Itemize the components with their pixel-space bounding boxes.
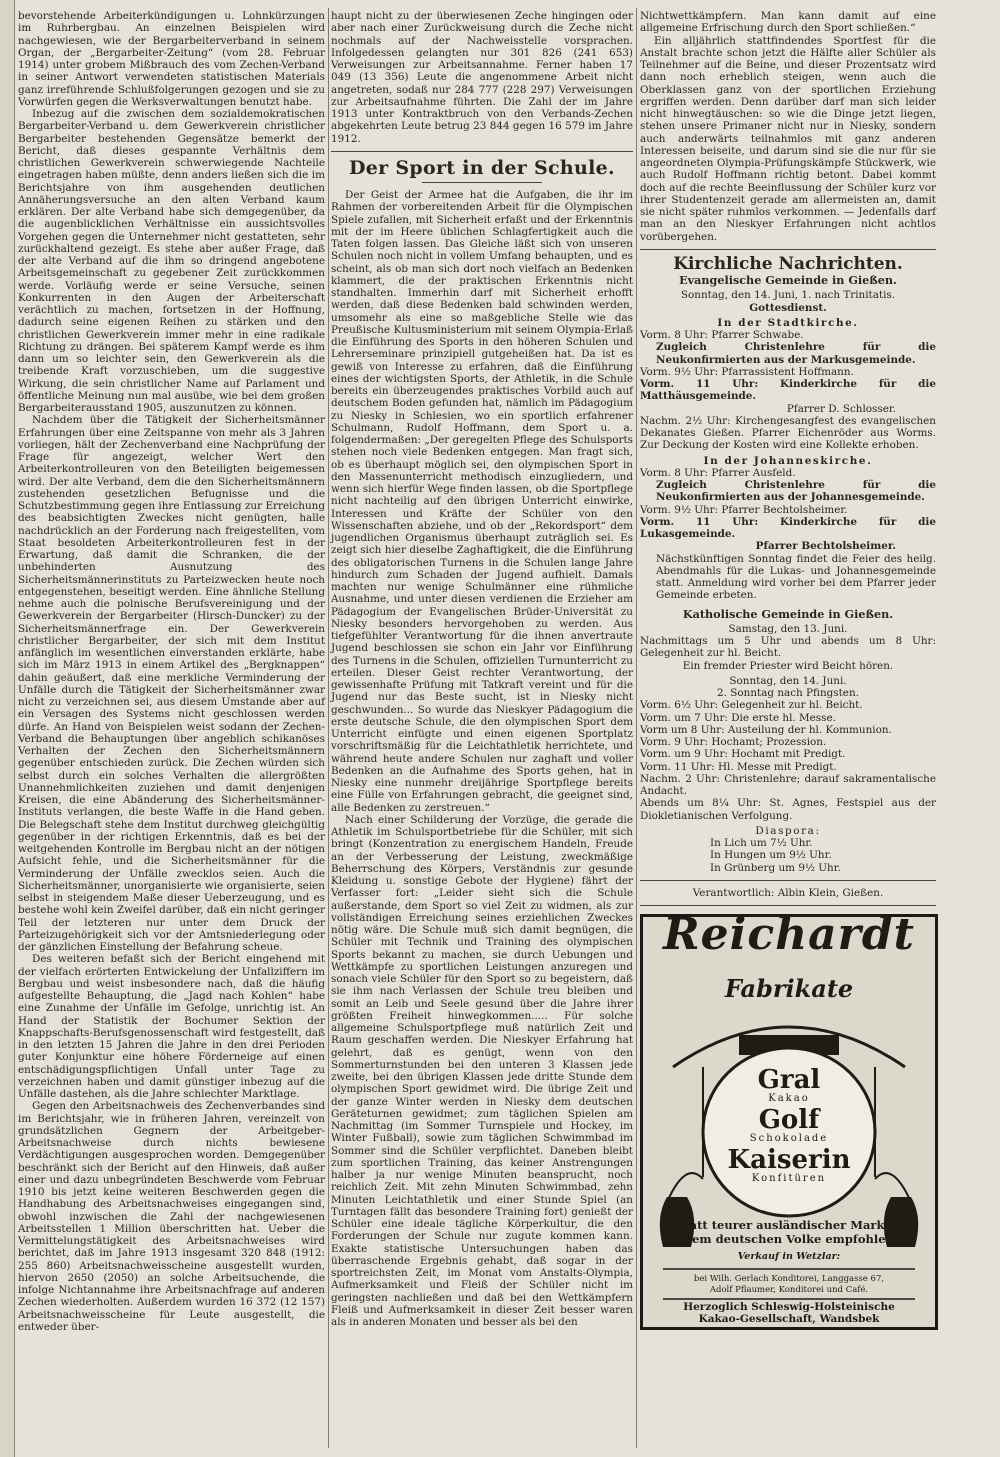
list-item: Nächstkünftigen Sonntag findet die Feier des heilg. Abendmahls für die Lukas- und Johannesgemeinde statt. Anmeldung wird vorher bei dem Pfarrer jeder Gemeinde erbeten.: [656, 552, 936, 602]
column-1: [18, 10, 325, 1333]
ad-product-3: Kaiserin: [727, 1145, 851, 1175]
ad-sale-line-1: bei Wilh. Gerlach Konditorei, Langgasse 67,: [693, 1274, 885, 1284]
list-item: Nachmittags um 5 Uhr und abends um 8 Uhr: Gelegenheit zur hl. Beicht.: [640, 635, 936, 660]
column-divider: [328, 8, 329, 1448]
page-binding-edge: [0, 0, 15, 1457]
column-3: [640, 10, 936, 1330]
list-item: Vorm. 11 Uhr: Kinderkirche für die Matthäusgemeinde.: [640, 378, 936, 403]
list-item: In Grünberg um 9½ Uhr.: [710, 861, 841, 874]
service-date: 2. Sonntag nach Pfingsten.: [717, 687, 859, 699]
list-item: In Hungen um 9½ Uhr.: [710, 849, 832, 862]
ad-product-3-sub: Konfitüren: [751, 1173, 827, 1184]
paragraph: haupt nicht zu der überwiesenen Zeche hingingen oder aber nach einer Zurückweisung durch die Zeche nicht nochmals auf der Nachweisstelle vorsprachen. Infolgedessen gelangten nur 301 826 (241 653) Verweisungen zur Arbeitsannahme. Ferner haben 17 049 (13 356) Leute die angenommene Arbeit nicht angetreten, sodaß nur 284 777 (228 297) Verweisungen zur Arbeitsaufnahme führten. Die Zahl der im Jahre 1913 unter Kontraktbruch von den Verbands-Zechen abgekehrten Leute betrug 23 844 gegen 16 579 im Jahre 1912.: [331, 10, 633, 145]
paragraph: Nichtwettkämpfern. Man kann damit auf eine allgemeine Erfrischung durch den Sport schließen.“: [640, 10, 936, 35]
list-item: Vorm. um 7 Uhr: Die erste hl. Messe.: [640, 711, 836, 724]
article-headline: Der Sport in der Schule.: [349, 156, 615, 179]
ad-company-line-1: Herzoglich Schleswig-Holsteinische: [683, 1301, 895, 1313]
service-date: Samstag, den 13. Juni.: [728, 622, 848, 635]
list-item: Vorm. 9 Uhr: Hochamt; Prozession.: [640, 736, 827, 748]
section-rule: [640, 905, 936, 906]
list-item: Vorm. 11 Uhr: Kinderkirche für die Lukasgemeinde.: [640, 515, 936, 540]
list-item: Vorm. 9½ Uhr: Pfarrer Bechtolsheimer.: [640, 503, 848, 516]
paragraph: Nachdem über die Tätigkeit der Sicherheitsmänner Erfahrungen über eine Zeitspanne von mehr als 3 Jahren vorliegen, hält der Zechenverband eine Nachprüfung der Frage für angezeigt, welcher Wert den Arbeiterkontrolleuren von den Beteiligten beigemessen wird. Der alte Verband, dem die den Sicherheitsmännern zustehenden gesetzlichen Befugnisse und die Schutzbestimmung gegen ihre Entlassung zur Erreichung des beabsichtigten Zweckes nicht genügten, halle nachdrücklich an der Forderung nach freigestellten, vom Staat besoldeten Arbeiterkontrolleuren fest in der Erwartung, daß damit die Schranken, die der unbehinderten Ausnutzung des Sicherheitsmännerinstituts zu Parteizwecken heute noch entgegenstehen, beseitigt werden. Eine ähnliche Stellung nehme auch die polnische Berufsvereinigung und der Gewerkverein der Bergarbeiter (Hirsch-Duncker) zu der Sicherheitsmännerfrage ein. Der Gewerkverein christlicher Bergarbeiter, der sich mit dem Institut anfänglich im wesentlichen einverstanden erklärte, habe sich im März 1913 in einem Artikel des „Bergknappen“ dahin geäußert, daß eine merkliche Verminderung der Unfälle durch die Tätigkeit der Sicherheitsmänner zwar nicht zu verzeichnen sei, aus diesem Umstande aber auf ein Versagen des Systems nicht geschlossen werden dürfe. An Hand von Beispielen weist sodann der Zechen-Verband die Behauptungen über angeblich schikanöses Verhalten der Zechen den Sicherheitsmännern gegenüber entschieden zurück. Die Zechen würden sich selbst durch ein solches Verhalten die allergrößten Unannehmlichkeiten zuziehen und damit denjenigen Kreisen, die eine Abänderung des Sicherheitsmänner-Instituts verlangen, die beste Waffe in die Hand geben. Die Belegschaft stehe dem Institut durchweg gleichgültig gegenüber in der richtigen Erkenntnis, daß es bei der weitgehenden Kontrolle im Bergbau nicht an der nötigen Aufsicht fehle, und die Sicherheitsmänner für die Verminderung der Unfälle zwecklos seien. Auch die Sicherheitsmänner, unorganisierte wie organisierte, seien selbst in steigendem Maße dieser Ueberzeugung, und es bestehe wohl kein Zweifel darüber, daß ein nicht geringer Teil der letzteren nur unter dem Druck der Parteizugehörigkeit sich vor der Amtsniederlegung oder der gänzlichen Einstellung der Befahrung scheue.: [18, 414, 325, 953]
list-item: Zugleich Christenlehre für die Neukonfirmierten aus der Markusgemeinde.: [656, 341, 936, 366]
ad-product-1-sub: Kakao: [768, 1093, 810, 1104]
service-date: Sonntag, den 14. Juni, 1. nach Trinitatis.: [680, 289, 896, 302]
column-2: [331, 10, 633, 1328]
ad-product-1: Gral: [757, 1065, 821, 1095]
section-rule: [640, 880, 936, 881]
section-rule: [640, 249, 936, 250]
church-johanneskirche: In der Johanneskirche.: [703, 454, 873, 467]
paragraph: Ein alljährlich stattfindendes Sportfest für die Anstalt brachte schon jetzt die Hälfte aller Schüler als Teilnehmer auf die Beine, und dieser Prozentsatz wird dann noch erheblich steigen, wenn auch die Oberklassen ganz von der sportlichen Erziehung ergriffen werden. Denn darüber darf man sich leider nicht hinwegtäuschen: so wie die Dinge jetzt liegen, stehen unsere Primaner nicht nur in Niesky, sondern auch anderwärts teilnahmlos mit ganz anderen Interessen beiseite, und darum sind sie die nur für sie angeordneten Olympia-Prüfungskämpfe Stückwerk, wie auch Rudolf Hoffmann richtig betont. Dabei kommt doch auf die rechte Beeinflussung der Schüler kurz vor ihrer Studentenzeit gerade am allermeisten an, damit sie nicht später ruhmlos verkommen. — Jedenfalls darf man an den Nieskyer Erfahrungen nicht achtlos vorübergehen.: [640, 34, 936, 243]
church-stadtkirche: In der Stadtkirche.: [717, 316, 859, 329]
list-item: Ein fremder Priester wird Beicht hören.: [682, 659, 894, 672]
service-label: Gottesdienst.: [749, 301, 827, 314]
list-item: Vorm. 9½ Uhr: Pfarrassistent Hoffmann.: [640, 365, 854, 378]
paragraph: Inbezug auf die zwischen dem sozialdemokratischen Bergarbeiter-Verband u. dem Gewerkverein christlicher Bergarbeiter bestehenden Gegensätze bemerkt der Bericht, daß dieses gespannte Verhältnis dem christlichen Gewerkverein schwerwiegende Nachteile eingetragen haben müßte, denn anders ließen sich die im Berichtsjahre von ihm ausgehenden deutlichen Annäherungsversuche an den alten Verband kaum erklären. Der alte Verband habe sich demgegenüber, da die augenblicklichen Verhältnisse ein aussichtsvolles Vorgehen gegen die Unternehmer nicht gestatteten, sehr zurückhaltend gezeigt. Es stehe aber außer Frage, daß der alte Verband auf die ihm so dringend angebotene Arbeitsgemeinschaft zu gegebener Zeit zurückkommen werde. Vorläufig werde er seine Versuche, seinen Konkurrenten in den Augen der Arbeiterschaft verächtlich zu machen, fortsetzen in der Hoffnung, dadurch seine eigenen Reihen zu stärken und den christlichen Gewerkverein immer mehr in eine radikale Richtung zu drängen. Bei späterem Kampf werde es ihm dann um so leichter sein, den Gewerkverein als die treibende Kraft vorzuschieben, um die suggestive Wirkung, die sein christlicher Name auf Parlament und öffentliche Meinung nun mal ausübe, wie bei dem großen Bergarbeiterausstand 1905, auszunutzen zu können.: [18, 108, 325, 414]
ad-slogan-line-1: statt teurer ausländischer Marken: [677, 1218, 901, 1232]
paragraph: Gegen den Arbeitsnachweis des Zechenverbandes sind im Berichtsjahr, wie in früheren Jahren, vereinzelt von grundsätzlichen Gegnern der Arbeitgeber-Arbeitsnachweise durch nichts bewiesene Verdächtigungen ausgesprochen worden. Demgegenüber beschränkt sich der Bericht auf den Hinweis, daß außer einer und dazu unbegründeten Beschwerde vom Februar 1910 bis jetzt keine weiteren Beschwerden gegen die Handhabung des Arbeitsnachweises eingegangen sind, obwohl inzwischen die Zahl der nachgewiesenen Arbeitsstellen 1 Million überschritten hat. Ueber die Vermittelungstätigkeit des Arbeitsnachweises wird berichtet, daß im Jahre 1913 insgesamt 320 848 (1912: 255 860) Arbeitsnachweisscheine ausgestellt wurden, hiervon 2650 (2050) an solche Arbeitsuchende, die infolge Nichtannahme ihre Arbeitsnachfrage auf anderen Zechen wiederholten. Außerdem wurden 16 372 (12 157) Arbeitsnachweisscheine für Leute ausgestellt, die entweder über-: [18, 1100, 325, 1333]
advertisement: [640, 909, 938, 1330]
ad-sale-title: Verkauf in Wetzlar:: [737, 1251, 841, 1262]
service-date: Sonntag, den 14. Juni.: [729, 674, 847, 687]
ad-subtitle: Fabrikate: [724, 974, 854, 1003]
list-item: Vorm. 8 Uhr: Pfarrer Ausfeld.: [640, 466, 796, 479]
evangelical-heading: Evangelische Gemeinde in Gießen.: [679, 273, 897, 287]
section-rule: [331, 151, 633, 152]
list-item: Vorm um 8 Uhr: Austeilung der hl. Kommunion.: [640, 723, 892, 736]
paragraph: Nach einer Schilderung der Vorzüge, die gerade die Athletik im Schulsportbetriebe für die Schüler, mit sich bringt (Konzentration zu energischem Handeln, Freude an der Verbesserung der Leistung, zweckmäßige Beherrschung des Körpers, Verständnis zur gesunde Kleidung u. sonstige Gebote der Hygiene) fährt der Verfasser fort: „Leider sieht sich die Schule außerstande, dem Sport so viel Zeit zu widmen, als zur vollständigen Erreichung seines erziehlichen Zweckes nötig wäre. Die Schule muß sich damit begnügen, die Schüler mit Technik und Training des olympischen Sports bekannt zu machen, sie durch Uebungen und Wettkämpfe zu sportlichen Leistungen anzuregen und sonach viele Schüler für den Sport so zu begeistern, daß sie ihm nach Verlassen der Schule treu bleiben und somit an Leib und Seele gesund über die Jahre ihrer größten Freiheit hinwegkommen..... Für solche allgemeine Schulsportpflege muß natürlich Zeit und Raum geschaffen werden. Die Nieskyer Erfahrung hat gelehrt, daß es genügt, wenn von den Sommerturnstunden bei den unteren 3 Klassen jede zweite, bei den übrigen Klassen jede dritte Stunde dem olympischen Sport gewidmet wird. Die übrige Zeit und der ganze Winter werden in Niesky dem deutschen Geräteturnen gewidmet; zum täglichen Spielen am Nachmittag (im Sommer Turnspiele und Hockey, im Winter Fußball), sowie zum täglichen Schwimmbad im Sommer sind die Schüler verpflichtet. Daneben bleibt zum sportlichen Training, das keiner Anstrengungen halber ja nur wenige Minuten beansprucht, noch reichlich Zeit. Mit zehn Minuten Schwimmbad, zehn Minuten Leichtathletik und einer Stunde Spiel (an Turntagen fällt das besondere Training fort) genießt der Schüler eine ideale tägliche Körperkultur, die den Forderungen der Schule nur zugute kommen kann. Exakte statistische Untersuchungen haben das überraschende Ergebnis gehabt, daß sogar in der sportreichsten Zeit, im Monat vom Anstalts-Olympia, Aufmerksamkeit und Fleiß der Schüler nicht im geringsten nachließen und daß bei den Wettkämpfern Fleiß und Aufmerksamkeit in dieser Zeit besser waren als in anderen Monaten und besser als bei den: [331, 813, 633, 1328]
paragraph: Des weiteren befaßt sich der Bericht eingehend mit der vielfach erörterten Entwickelung der Unfallziffern im Bergbau und weist insbesondere nach, daß die häufig aufgestellte Behauptung, die „Jagd nach Kohlen“ habe eine Zunahme der Unfälle im Gefolge, unrichtig ist. An Hand der Statistik der Bochumer Sektion der Knappschafts-Berufsgenossenschaft wird festgestellt, daß in den letzten 15 Jahren die Jahre in den drei Perioden guter Konjunktur eine höhere Förderneige auf einen entschädigungspflichtigen Unfall unter Tage zu verzeichnen haben und damit günstiger inbezug auf die Unfälle dastehen, als die Jahre schlechter Marktlage.: [18, 953, 325, 1100]
headline-rule: [422, 182, 543, 183]
ad-slogan-line-2: dem deutschen Volke empfohlen: [684, 1232, 894, 1246]
list-item: Vorm. um 9 Uhr: Hochamt mit Predigt.: [640, 748, 846, 761]
list-item: Pfarrer D. Schlosser.: [786, 402, 896, 415]
paragraph: Der Geist der Armee hat die Aufgaben, die ihr im Rahmen der vorbereitenden Arbeit für die Olympischen Spiele zufallen, mit Sicherheit erfaßt und der Erkenntnis mit der im Heere üblichen Schlagfertigkeit auch die Taten folgen lassen. Das Gleiche läßt sich von unseren Schulen noch nicht in vollem Umfang behaupten, und es scheint, als ob man sich dort noch vielfach an Bedenken klammert, die der praktischen Erkenntnis nicht standhalten. Immerhin darf mit Sicherheit erhofft werden, daß diese Bedenken bald schwinden werden, umsomehr als eine so maßgebliche Stelle wie das Preußische Kultusministerium mit seinem Olympia-Erlaß die Einführung des Sports in den höheren Schulen und Lehrerseminare prinzipiell gutgeheißen hat. Da ist es gewiß von Interesse zu erfahren, daß die Einführung eines der wichtigsten Sports, der Athletik, in die Schule bereits ein überzeugendes praktisches Vorbild auch auf deutschem Boden gefunden hat, nämlich im Pädagogium zu Niesky in Schlesien, wo ein sportlich erfahrener Schulmann, Rudolf Hoffmann, dem Sport u. a. folgendermaßen: „Der geregelten Pflege des Schulsports stehen noch viele Bedenken entgegen. Man fragt sich, ob es überhaupt möglich sei, den olympischen Sport in den Massenunterricht methodisch einzugliedern, und wenn sich hierfür Wege finden lassen, ob die Sportpflege nicht nachteilig auf den übrigen Unterricht einwirke, Interessen und Kräfte der Schüler von den Wissenschaften abziehe, und ob der „Rekordsport“ dem jugendlichen Organismus überhaupt zuträglich sei. Es zeigt sich hier dieselbe Zaghaftigkeit, die die Einführung des obligatorischen Turnens in die Schulen lange Jahre hindurch zum Schaden der Jugend aufhielt. Damals machten nur wenige Schulmänner eine rühmliche Ausnahme, und unter diesen verdienen die Erzieher am Pädagogium der Evangelischen Brüder-Universität zu Niesky besonders hervorgehoben zu werden. Aus tiefgefühlter Verantwortung für die ihnen anvertraute Jugend beschlossen sie schon ein Jahr vor Einführung des Turnens in die Schulen, offiziellen Turnunterricht zu erteilen. Dieser Geist rechter Verantwortung, der gewissenhafte Prüfung mit Tatkraft vereint und für die Jugend nur das Beste sucht, ist in Niesky nicht geschwunden... So wurde das Nieskyer Pädagogium die erste deutsche Schule, die den olympischen Sport dem Unterricht einfügte und einen eigenen Sportplatz vorschriftsmäßig für die Leichtathletik herrichtete, und während heute andere Schulen nur zaghaft und voller Bedenken an die Aufnahme des Sports gehen, hat in Niesky eine nunmehr dreijährige Sportpflege bereits eine Fülle von Erfahrungen gebracht, die geeignet sind, alle Bedenken zu zerstreuen.“: [331, 189, 633, 814]
ad-product-2-sub: Schokolade: [749, 1133, 829, 1144]
catholic-heading: Katholische Gemeinde in Gießen.: [682, 606, 894, 621]
list-item: In Lich um 7½ Uhr.: [710, 837, 813, 849]
responsible-editor: Verantwortlich: Albin Klein, Gießen.: [692, 886, 884, 899]
ad-sale-line-2: Adolf Pflaumer, Konditorei und Café.: [709, 1285, 869, 1295]
list-item: Nachm. 2 Uhr: Christenlehre; darauf sakramentalische Andacht.: [640, 772, 936, 797]
paragraph: bevorstehende Arbeiterkündigungen u. Lohnkürzungen im Ruhrbergbau. An einzelnen Beispielen wird nachgewiesen, wie der Bergarbeiterverband in seinem Organ, der „Bergarbeiter-Zeitung“ (vom 28. Februar 1914) unter grobem Mißbrauch des vom Zechen-Verband in seiner Antwort verwendeten statistischen Materials ganz irreführende Schlußfolgerungen gezogen und sie zu Vorwürfen gegen die Werksverwaltungen benutzt habe.: [18, 10, 325, 108]
column-divider: [636, 8, 637, 1448]
list-item: Vorm. 8 Uhr: Pfarrer Schwabe.: [640, 329, 804, 341]
ad-brand: Reichardt: [663, 909, 915, 960]
list-item: Abends um 8¼ Uhr: St. Agnes, Festspiel aus der Diokletianischen Verfolgung.: [640, 797, 936, 822]
list-item: Pfarrer Bechtolsheimer.: [755, 540, 896, 553]
diaspora-heading: Diaspora:: [755, 824, 821, 837]
list-item: Nachm. 2½ Uhr: Kirchengesangfest des evangelischen Dekanates Gießen. Pfarrer Eichenröder aus Worms. Zur Deckung der Kosten wird eine Kollekte erhoben.: [640, 414, 936, 452]
list-item: Zugleich Christenlehre für die Neukonfirmierten aus der Johannesgemeinde.: [656, 479, 936, 504]
ad-company-line-2: Kakao-Gesellschaft, Wandsbek: [698, 1313, 880, 1325]
list-item: Vorm. 6½ Uhr: Gelegenheit zur hl. Beicht.: [640, 699, 863, 712]
ad-product-2: Golf: [758, 1105, 820, 1135]
list-item: Vorm. 11 Uhr: Hl. Messe mit Predigt.: [640, 760, 837, 773]
church-news-heading: Kirchliche Nachrichten.: [673, 253, 903, 274]
